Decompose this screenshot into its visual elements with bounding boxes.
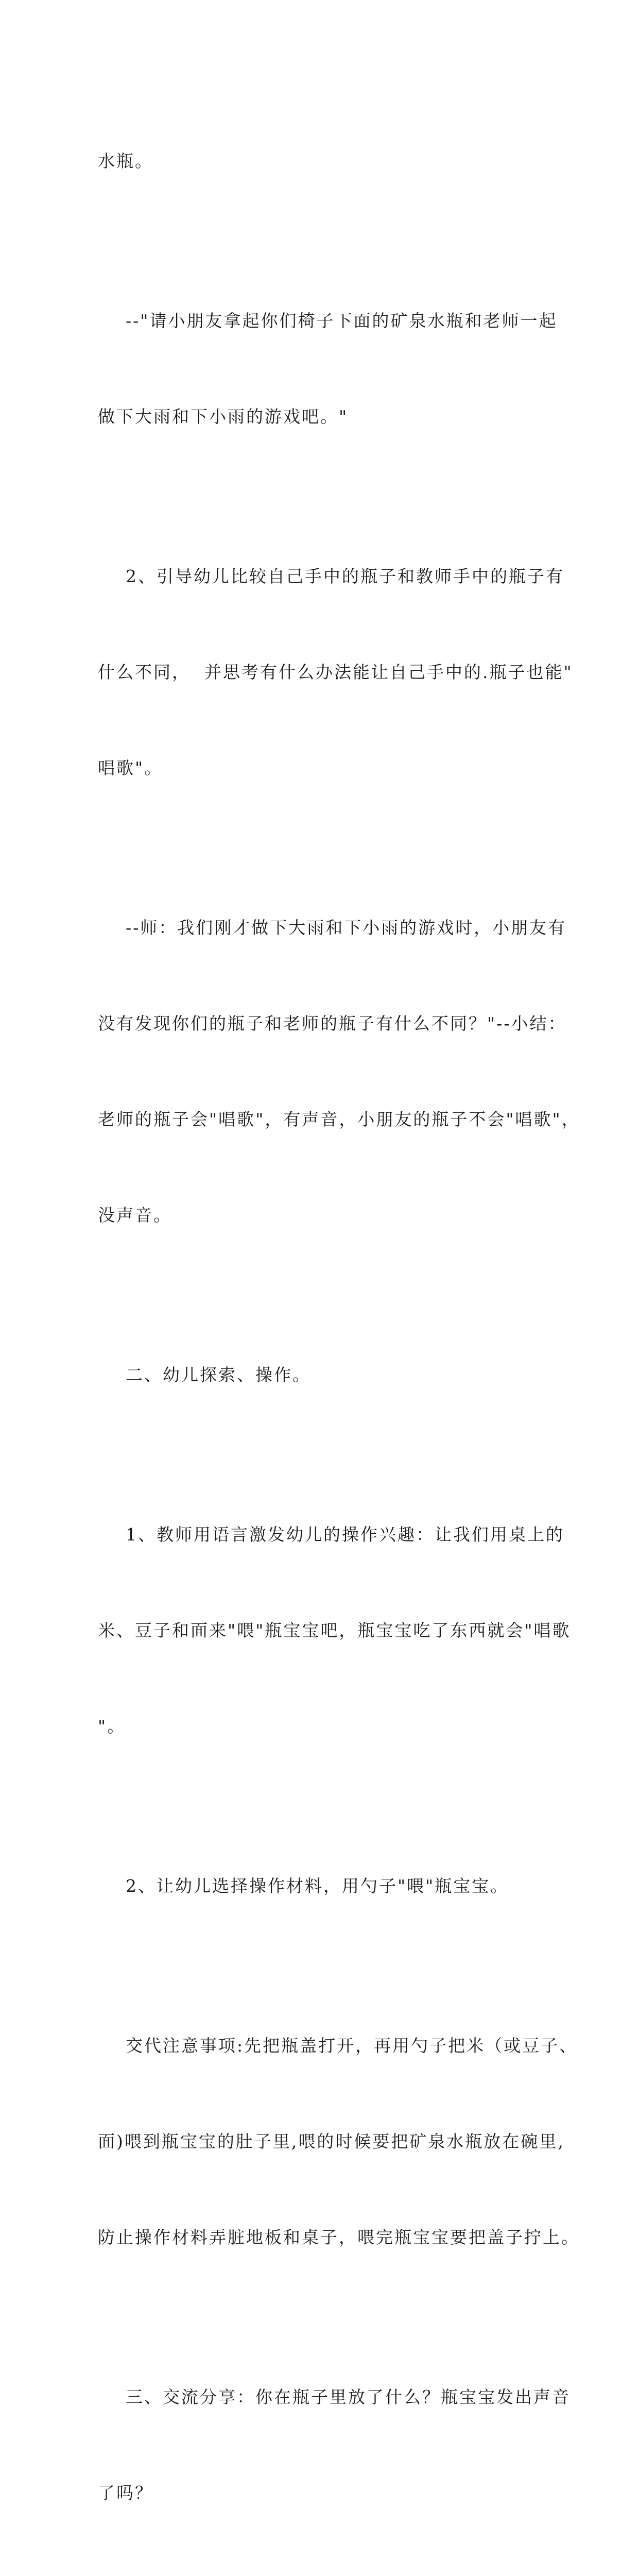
text-line: 唱歌"。	[98, 758, 163, 778]
paragraph-6	[98, 1455, 571, 1806]
text-line: 交代注意事项:先把瓶盖打开，再用勺子把米（或豆子、	[98, 2036, 578, 2056]
text-line: 没声音。	[98, 1205, 172, 1225]
text-line: 老师的瓶子会"唱歌"，有声音，小朋友的瓶子不会"唱歌"，	[98, 1109, 580, 1129]
text-line: 面)喂到瓶宝宝的肚子里,喂的时候要把矿泉水瓶放在碗里,	[98, 2131, 565, 2151]
text-line: --"请小朋友拿起你们椅子下面的矿泉水瓶和老师一起	[98, 311, 558, 331]
paragraph-3	[98, 497, 573, 848]
paragraph-7	[98, 1806, 547, 1966]
text-line: 水瓶。	[98, 151, 153, 171]
paragraph-4	[98, 848, 580, 1295]
document-body	[98, 81, 580, 2576]
text-line: 没有发现你们的瓶子和老师的瓶子有什么不同？"--小结：	[98, 1013, 567, 1033]
paragraph-8	[98, 1966, 580, 2317]
paragraph-2	[98, 241, 558, 497]
text-line: 米、豆子和面来"喂"瓶宝宝吧，瓶宝宝吃了东西就会"唱歌	[98, 1620, 571, 1640]
text-line: 什么不同， 并思考有什么办法能让自己手中的.瓶子也能"	[98, 662, 573, 682]
text-line: 2、让幼儿选择操作材料，用勺子"喂"瓶宝宝。	[98, 1876, 509, 1896]
text-line: "。	[98, 1716, 126, 1736]
section-heading-3	[98, 2317, 571, 2573]
text-line: 三、交流分享：你在瓶子里放了什么？瓶宝宝发出声音	[98, 2387, 571, 2407]
text-line: 2、引导幼儿比较自己手中的瓶子和教师手中的瓶子有	[98, 566, 564, 586]
text-line: 做下大雨和下小雨的游戏吧。"	[98, 406, 349, 427]
paragraph-10	[98, 2573, 547, 2576]
text-line: 了吗？	[98, 2483, 153, 2503]
text-line: 防止操作材料弄脏地板和桌子，喂完瓶宝宝要把盖子拧上。	[98, 2227, 580, 2247]
text-line: 二、幼儿探索、操作。	[98, 1365, 311, 1385]
paragraph-1	[98, 81, 547, 241]
text-line: 1、教师用语言激发幼儿的操作兴趣：让我们用桌上的	[98, 1524, 564, 1545]
section-heading-2	[98, 1295, 547, 1455]
text-line: --师：我们刚才做下大雨和下小雨的游戏时，小朋友有	[98, 918, 567, 938]
